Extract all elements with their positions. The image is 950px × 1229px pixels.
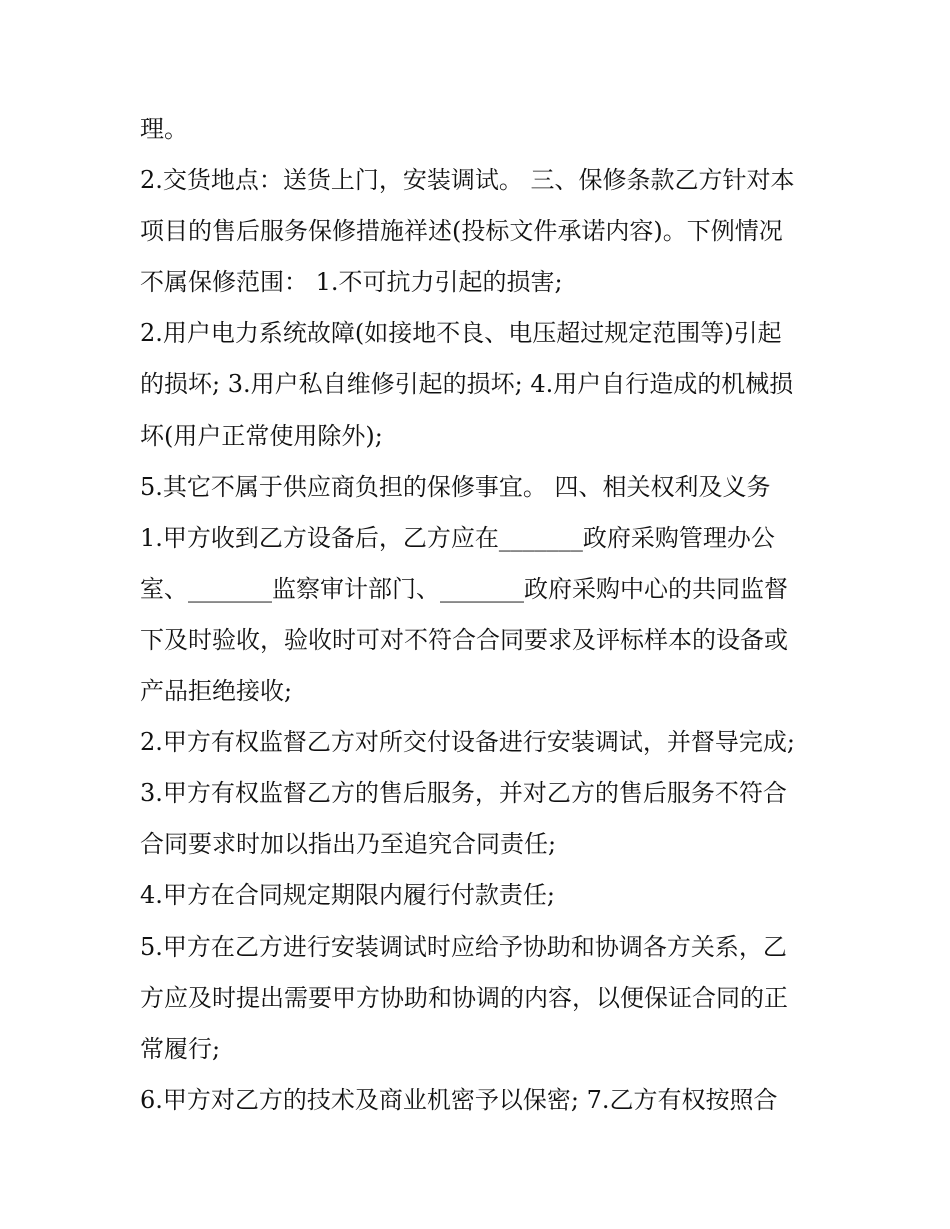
text-line: 4.甲方在合同规定期限内履行付款责任; <box>140 881 555 910</box>
text-line: 合同要求时加以指出乃至追究合同责任; <box>140 830 557 859</box>
text-line: 5.甲方在乙方进行安装调试时应给予协助和协调各方关系，乙 <box>140 932 787 961</box>
text-line: 6.甲方对乙方的技术及商业机密予以保密; 7.乙方有权按照合 <box>140 1085 778 1114</box>
text-line: 2.甲方有权监督乙方对所交付设备进行安装调试，并督导完成; <box>140 728 795 757</box>
text-line: 常履行; <box>140 1034 221 1063</box>
text-line: 项目的售后服务保修措施祥述(投标文件承诺内容)。下例情况 <box>140 217 783 246</box>
text-line: 坏(用户正常使用除外); <box>140 421 383 450</box>
text-line: 2.用户电力系统故障(如接地不良、电压超过规定范围等)引起 <box>140 319 782 348</box>
text-line: 不属保修范围： 1.不可抗力引起的损害; <box>140 268 563 297</box>
contract-text <box>140 104 820 1126</box>
text-line: 2.交货地点：送货上门，安装调试。 三、保修条款乙方针对本 <box>140 166 795 195</box>
text-line: 产品拒绝接收; <box>140 677 293 706</box>
text-line: 理。 <box>140 115 188 143</box>
text-line: 1.甲方收到乙方设备后，乙方应在_______政府采购管理办公 <box>140 523 775 552</box>
text-line: 方应及时提出需要甲方协助和协调的内容，以便保证合同的正 <box>140 983 788 1012</box>
text-line: 室、_______监察审计部门、_______政府采购中心的共同监督 <box>140 574 788 603</box>
text-line: 的损坏; 3.用户私自维修引起的损坏; 4.用户自行造成的机械损 <box>140 370 794 399</box>
text-line: 5.其它不属于供应商负担的保修事宜。 四、相关权利及义务 <box>140 472 771 501</box>
text-line: 3.甲方有权监督乙方的售后服务，并对乙方的售后服务不符合 <box>140 779 787 808</box>
text-line: 下及时验收，验收时可对不符合合同要求及评标样本的设备或 <box>140 625 788 654</box>
